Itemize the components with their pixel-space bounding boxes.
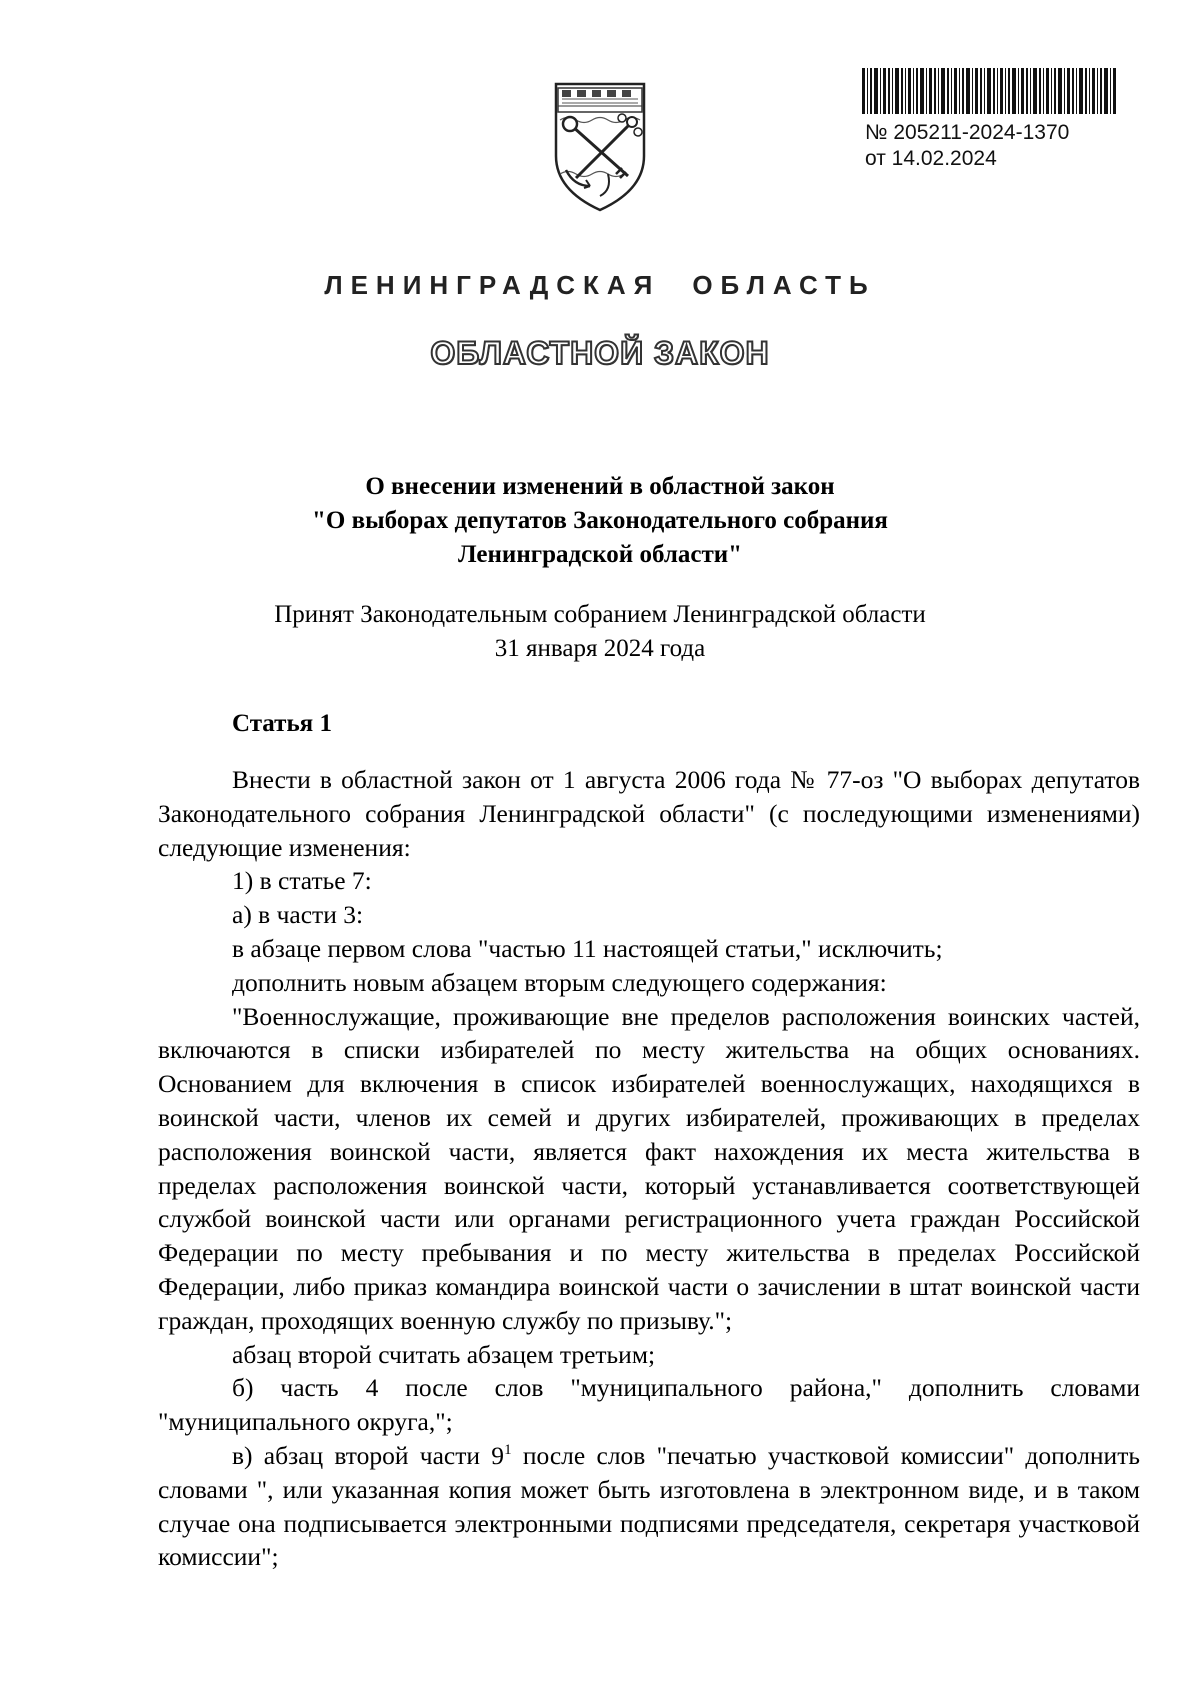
region-title: [0, 270, 1200, 301]
region-word-2: ОБЛАСТЬ: [692, 270, 876, 300]
paragraph: б) часть 4 после слов "муниципального района," дополнить словами "муниципального округа,";: [158, 1373, 1140, 1437]
article-heading: Статья 1: [232, 710, 332, 737]
superscript: 1: [504, 1441, 512, 1458]
registration-number: № 205211-2024-1370: [865, 121, 1070, 144]
paragraph-start: в) абзац второй части 9: [232, 1440, 505, 1470]
paragraph: дополнить новым абзацем вторым следующего содержания:: [232, 967, 887, 997]
law-title-line-3: Ленинградской области": [457, 541, 743, 568]
paragraph: в абзаце первом слова "частью 11 настоящей статьи," исключить;: [232, 933, 943, 963]
law-title: [0, 470, 1200, 572]
adoption-line-1: Принят Законодательным собранием Ленинградской области: [274, 601, 926, 628]
registration-block: [865, 120, 1069, 172]
registration-date: от 14.02.2024: [865, 147, 997, 170]
adoption-line-2: 31 января 2024 года: [494, 635, 706, 662]
coat-of-arms-icon: [550, 78, 650, 214]
law-title-line-1: О внесении изменений в областной закон: [365, 473, 835, 500]
paragraph-rest: после слов "печатью участковой комиссии" дополнить словами ", или указанная копия может быть изготовлена в электронном виде, и в таком случае она подписывается электронными подписями председателя, секретаря участковой комиссии";: [158, 1440, 1140, 1572]
region-word-1: ЛЕНИНГРАДСКАЯ: [324, 270, 661, 300]
law-title-line-2: "О выборах депутатов Законодательного собрания: [312, 507, 888, 534]
paragraph: "Военнослужащие, проживающие вне пределов расположения воинских частей, включаются в списки избирателей по месту жительства на общих основаниях. Основанием для включения в список избирателей военнослужащих, находящихся в воинской части, членов их семей и других избирателей, проживающих в пределах расположения воинской части, является факт нахождения их места жительства в пределах расположения воинской части, который устанавливается соответствующей службой воинской части или органами регистрационного учета граждан Российской Федерации по месту пребывания и по месту жительства в пределах Российской Федерации, либо приказ командира воинской части о зачислении в штат воинской части граждан, проходящих военную службу по призыву.";: [158, 1001, 1140, 1335]
paragraph: а) в части 3:: [232, 900, 364, 930]
article-body: [158, 763, 1140, 1574]
barcode-icon: [862, 68, 1118, 114]
document-type: ОБЛАСТНОЙ ЗАКОН: [430, 335, 770, 371]
paragraph: абзац второй считать абзацем третьим;: [232, 1339, 656, 1369]
paragraph: Внести в областной закон от 1 августа 2006 года № 77-оз "О выборах депутатов Законодательного собрания Ленинградской области" (с последующими изменениями) следующие изменения:: [158, 765, 1140, 862]
paragraph: 1) в статье 7:: [232, 866, 372, 896]
adoption-note: [0, 598, 1200, 666]
paragraph: [158, 1439, 1140, 1574]
